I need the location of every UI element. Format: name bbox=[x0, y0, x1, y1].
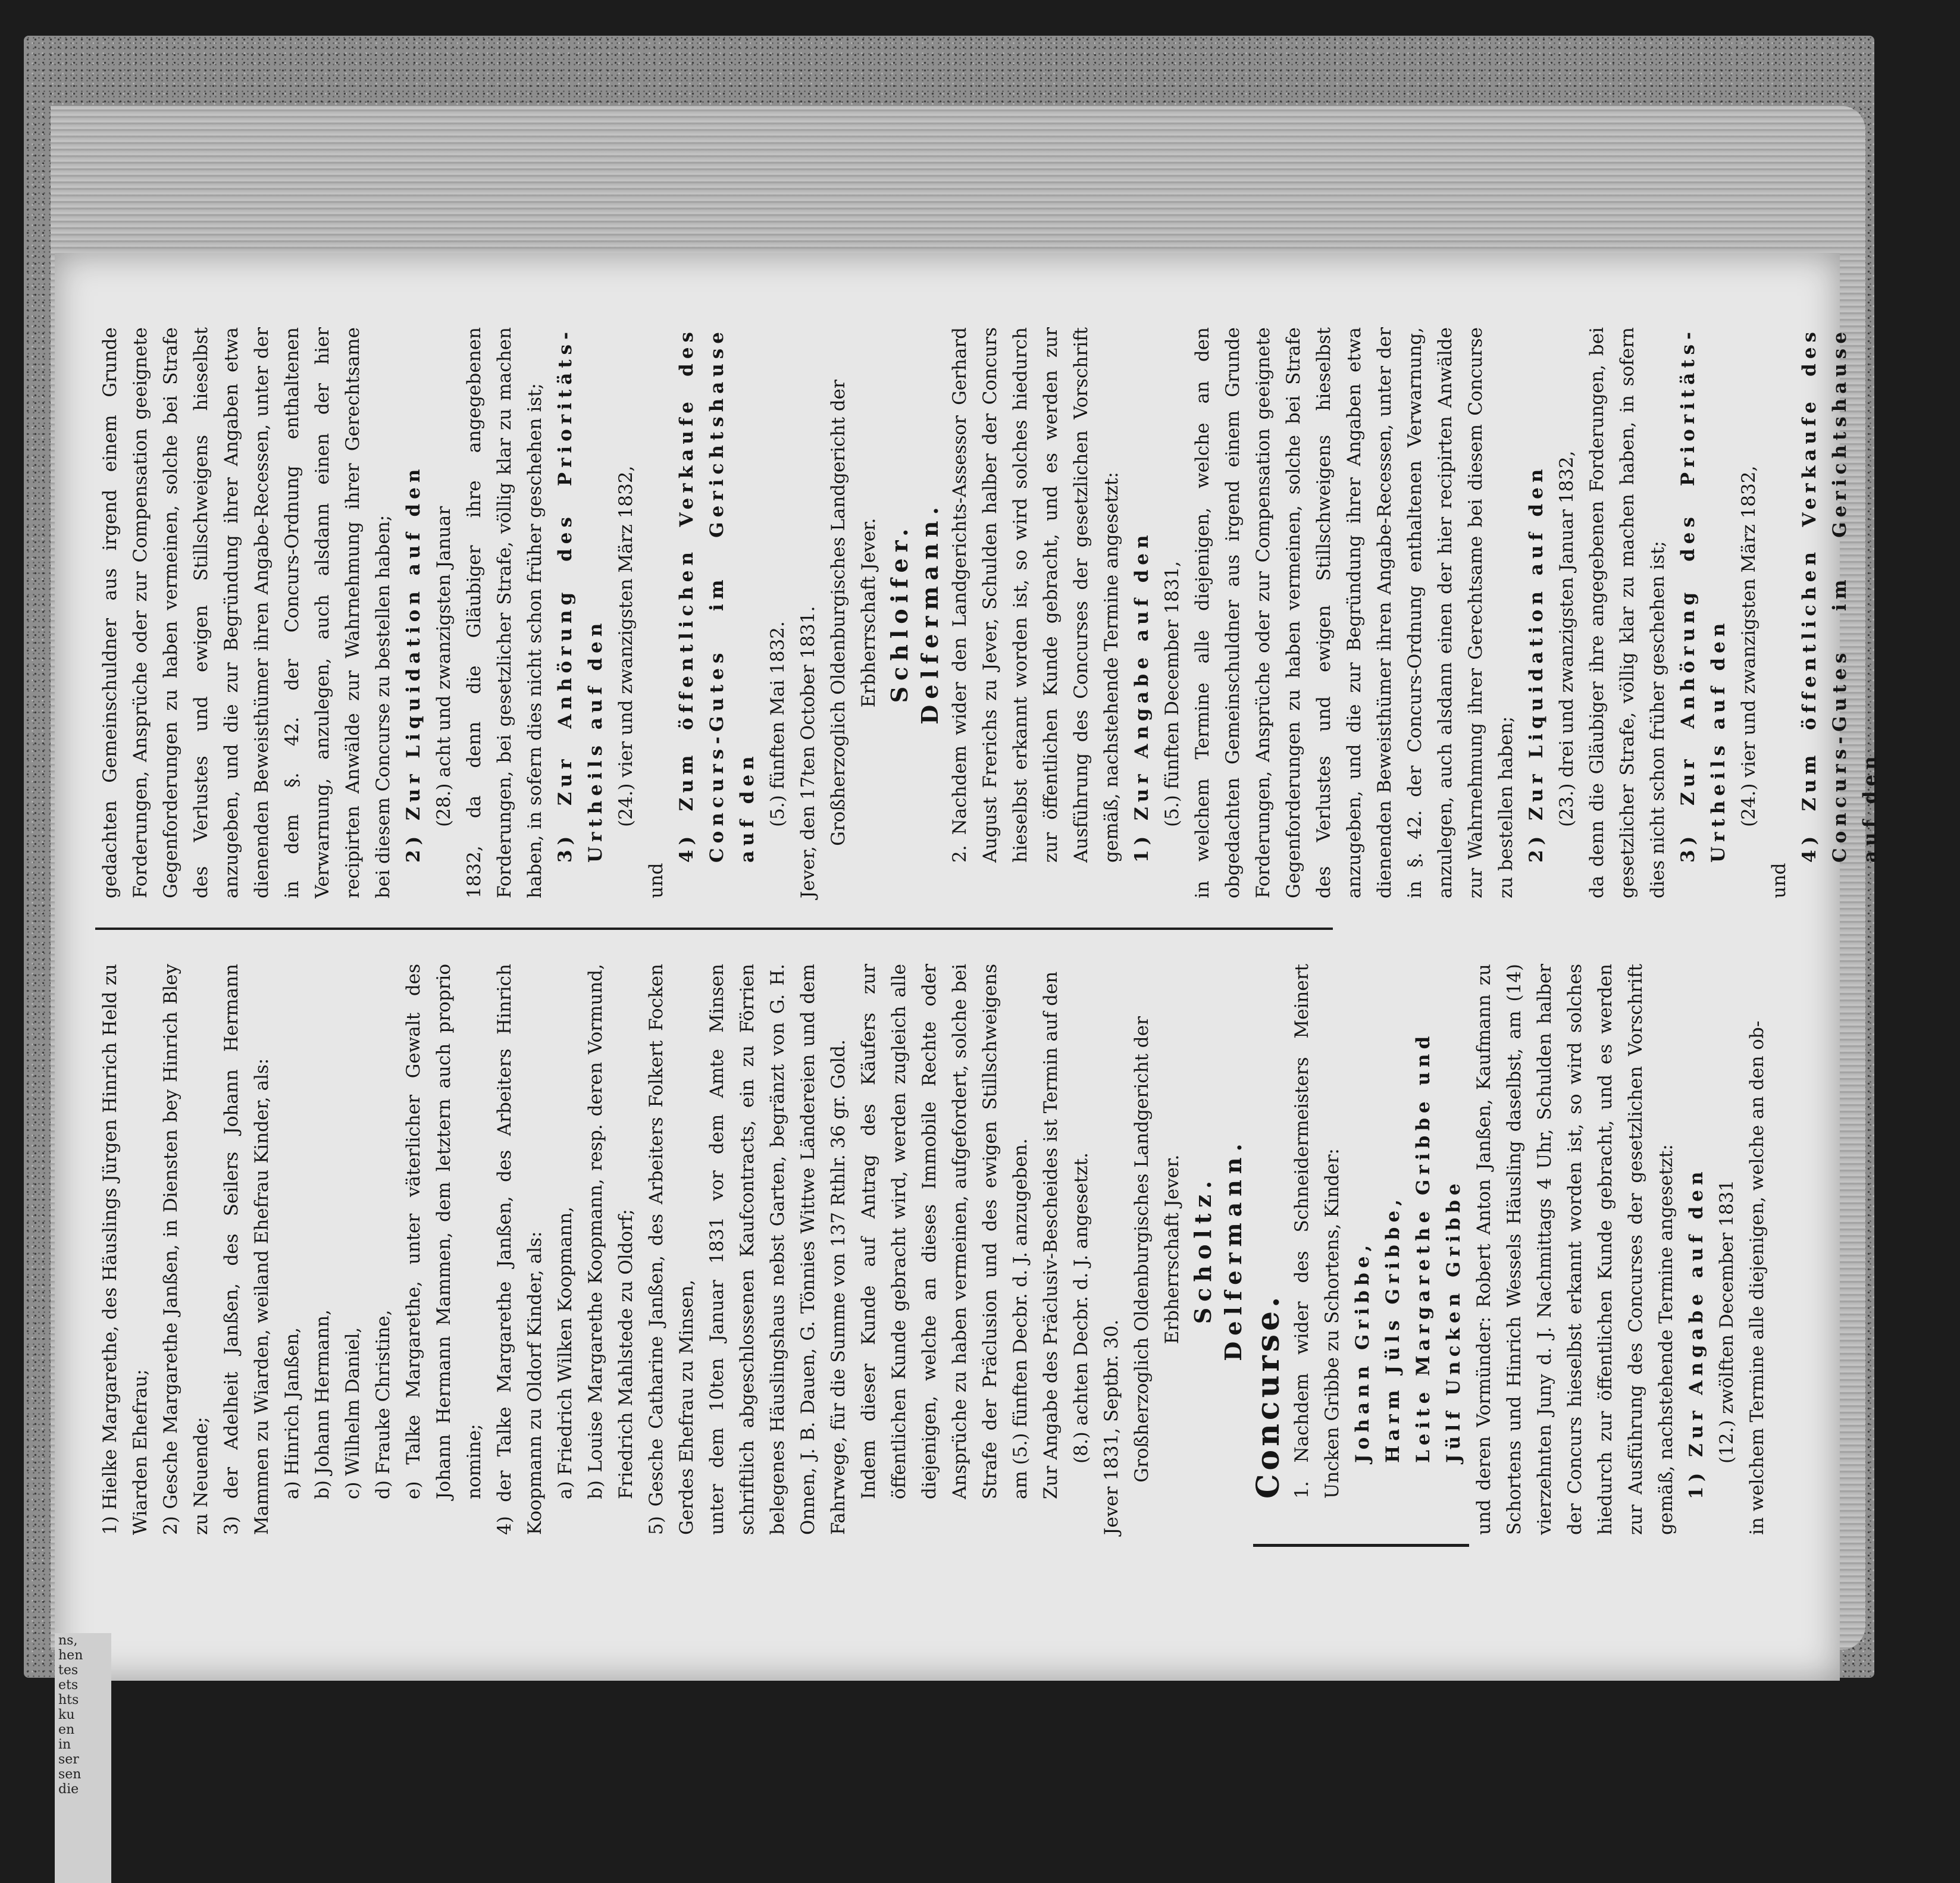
margin-fragment: in bbox=[58, 1737, 71, 1752]
conjunction: und bbox=[646, 863, 667, 898]
court-name: Großherzoglich Oldenburgisches Landgericht der Erbherrschaft Jever. bbox=[1131, 1016, 1183, 1483]
list-item: 5) Gesche Catharine Janßen, des Arbeiters Folkert Focken Gerdes Ehefrau zu Minsen, bbox=[646, 964, 697, 1535]
dateline: Jever 1831, Septbr. 30. bbox=[1101, 1319, 1122, 1535]
column-divider bbox=[95, 928, 1333, 930]
list-subitem: b) Johann Hermann, bbox=[312, 1309, 333, 1499]
dateline: Jever, den 17ten October 1831. bbox=[797, 606, 819, 898]
termin-date: (24.) vier und zwanzigsten März 1832, bbox=[615, 465, 637, 827]
name-item: Harm Jüls Gribbe, bbox=[1382, 1195, 1404, 1463]
list-item: 4) der Talke Margarethe Janßen, des Arbeiters Hinrich Koopmann zu Oldorf Kinder, als: bbox=[494, 964, 546, 1535]
list-item: 1) Hielke Margarethe, des Häuslings Jürgen Hinrich Held zu Wiarden Ehefrau; bbox=[99, 964, 151, 1535]
left-column bbox=[95, 964, 1768, 1535]
margin-fragment: die bbox=[58, 1782, 79, 1797]
termin: 3) Zur Anhörung des Prioritäts-Urtheils auf den bbox=[555, 327, 606, 863]
list-subitem: a) Friedrich Wilken Koopmann, bbox=[555, 1206, 576, 1499]
signature: Schloifer. bbox=[886, 522, 913, 703]
margin-fragment: ets bbox=[58, 1678, 79, 1693]
paragraph: (8.) achten Decbr. d. J. angesetzt. bbox=[1070, 1152, 1092, 1464]
margin-fragment: hen bbox=[58, 1648, 83, 1663]
paragraph: in welchem Termine alle diejenigen, welche an den obgedachten Gemeinschuldner aus irgend einem Grunde Forderungen, Ansprüche oder zur Compensation geeignete Gegenforderungen zu haben vermeinen, solche bei Strafe des Verlustes und ewigen Stillschweigens hieselbst anzugeben, und die zur Begründung ihrer Angaben etwa dienenden Beweisthümer ihren Angabe-Recessen, unter der in §. 42. der Concurs-Ordnung enthaltenen Verwarnung, anzulegen, auch alsdann einen der hier recipirten Anwälde zur Wahrnehmung ihrer Gerechtsame bei diesem Concurse zu bestellen haben; bbox=[1192, 327, 1517, 898]
margin-fragment: tes bbox=[58, 1663, 79, 1678]
section-heading: Concurse. bbox=[1250, 1293, 1286, 1499]
margin-fragment: hts bbox=[58, 1693, 79, 1707]
termin-date: (5.) fünften Mai 1832. bbox=[767, 621, 788, 827]
list-subitem: c) Wilhelm Daniel, bbox=[342, 1327, 364, 1499]
conjunction: und bbox=[1768, 863, 1790, 898]
paragraph: und deren Vormünder: Robert Anton Janßen, Kaufmann zu Schortens und Hinrich Wessels Häusling daselbst, am (14) vierzehnten Juny d. J. Nachmittags 4 Uhr, Schulden halber der Concurs hieselbst erkannt worden ist, so wird solches hiedurch zur öffentlichen Kunde gebracht, und es werden zur Ausführung des Concurses der gesetzlichen Vorschrift gemäß, nachstehende Termine angesetzt: bbox=[1473, 964, 1677, 1535]
paragraph: gedachten Gemeinschuldner aus irgend einem Grunde Forderungen, Ansprüche oder zur Compensation geeignete Gegenforderungen zu haben vermeinen, solche bei Strafe des Verlustes und ewigen Stillschweigens hieselbst anzugeben, und die zur Begründung ihrer Angaben etwa dienenden Beweisthümer ihren Angabe-Recessen, unter der in dem §. 42. der Concurs-Ordnung enthaltenen Verwarnung, anzulegen, auch alsdann einen der hier recipirten Anwälde zur Wahrnehmung ihrer Gerechtsame bei diesem Concurse zu bestellen haben; bbox=[99, 327, 394, 898]
termin: 2) Zur Liquidation auf den bbox=[1526, 464, 1547, 863]
signature: Delfermann. bbox=[916, 501, 943, 725]
court-name: Großherzoglich Oldenburgisches Landgericht der Erbherrschaft Jever. bbox=[828, 380, 879, 846]
paragraph: Indem dieser Kunde auf Antrag des Käufers zur öffentlichen Kunde gebracht wird, werden zugleich alle diejenigen, welche an dieses Immobile Rechte oder Ansprüche zu haben vermeinen, aufgefordert, solche bei Strafe der Präclusion und des ewigen Stillschweigens am (5.) fünften Decbr. d. J. anzugeben. bbox=[858, 964, 1031, 1499]
termin-date: (5.) fünften December 1831, bbox=[1161, 560, 1183, 827]
paragraph: in welchem Termine alle diejenigen, welche an den ob- bbox=[1746, 1020, 1768, 1535]
paragraph: 1832, da denn die Gläubiger ihre angegebenen Forderungen, bei gesetzlicher Strafe, völlig klar zu machen haben, in sofern dies nicht schon früher geschehen ist; bbox=[464, 327, 546, 898]
margin-fragment: ns, bbox=[58, 1633, 78, 1648]
termin-date: (12.) zwölften December 1831 bbox=[1716, 1180, 1737, 1464]
list-subitem: a) Hinrich Janßen, bbox=[281, 1327, 303, 1499]
termin: 3) Zur Anhörung des Prioritäts-Urtheils auf den bbox=[1677, 327, 1729, 863]
name-item: Leite Margarethe Gribbe und bbox=[1413, 1031, 1434, 1463]
paragraph: Zur Angabe des Präclusiv-Bescheides ist Termin auf den bbox=[1040, 971, 1062, 1499]
concurse-section bbox=[1250, 964, 1469, 1547]
margin-fragment: ku bbox=[58, 1707, 75, 1722]
margin-fragment: en bbox=[58, 1722, 75, 1737]
signature: Scholtz. bbox=[1189, 1174, 1216, 1324]
termin: 4) Zum öffentlichen Verkaufe des Concurs-Gutes im Gerichtshause auf den bbox=[1799, 327, 1881, 863]
list-subitem: e) Talke Margarethe, unter väterlicher Gewalt des Johann Hermann Mammen, dem letztern auch proprio nomine; bbox=[403, 964, 485, 1499]
paragraph: da denn die Gläubiger ihre angegebenen Forderungen, bei gesetzlicher Strafe, völlig klar zu machen haben, in sofern dies nicht schon früher geschehen ist; bbox=[1586, 327, 1668, 898]
margin-fragment: ser bbox=[58, 1752, 79, 1767]
list-subitem: b) Louise Margarethe Koopmann, resp. deren Vormund, Friedrich Mahlstede zu Oldorf; bbox=[585, 964, 637, 1499]
paragraph: unter dem 10ten Januar 1831 vor dem Amte Minsen schriftlich abgeschlossenen Kaufcontracts, ein zu Förrien belegenes Häuslingshaus nebst Garten, begränzt von G. H. Onnen, J. B. Dauen, G. Tönnies Wittwe Ländereien und dem Fahrwege, für die Summe von 137 Rthlr. 36 gr. Gold. bbox=[706, 964, 849, 1535]
paragraph: 1. Nachdem wider des Schneidermeisters Meinert Uncken Gribbe zu Schortens, Kinder: bbox=[1291, 964, 1343, 1499]
list-subitem: d) Frauke Christine, bbox=[372, 1309, 394, 1499]
termin-date: (28.) acht und zwanzigsten Januar bbox=[433, 506, 455, 827]
right-column bbox=[95, 327, 1881, 898]
termin: 4) Zum öffentlichen Verkaufe des Concurs-Gutes im Gerichtshause auf den bbox=[676, 327, 758, 863]
signature: Delfermann. bbox=[1220, 1138, 1247, 1361]
termin: 2) Zur Liquidation auf den bbox=[403, 464, 424, 863]
name-item: Johann Gribbe, bbox=[1352, 1240, 1373, 1463]
termin: 1) Zur Angabe auf den bbox=[1131, 530, 1153, 863]
previous-page-margin bbox=[55, 1633, 111, 1883]
termin: 1) Zur Angabe auf den bbox=[1686, 1167, 1707, 1499]
termin-date: (24.) vier und zwanzigsten März 1832, bbox=[1738, 465, 1759, 827]
name-item: Jülf Uncken Gribbe bbox=[1443, 1179, 1464, 1463]
margin-fragment: sen bbox=[58, 1767, 82, 1782]
list-item: 2) Gesche Margarethe Janßen, in Diensten bey Hinrich Bley zu Neuende; bbox=[160, 964, 212, 1535]
paragraph: 2. Nachdem wider den Landgerichts-Assessor Gerhard August Frerichs zu Jever, Schulden halber der Concurs hieselbst erkannt worden ist, so wird solches hiedurch zur öffentlichen Kunde gebracht, und es werden zur Ausführung des Concurses der gesetzlichen Vorschrift gemäß, nachstehende Termine angesetzt: bbox=[949, 327, 1122, 863]
termin-date: (23.) drei und zwanzigsten Januar 1832, bbox=[1556, 450, 1577, 827]
list-item: 3) der Adelheit Janßen, des Seilers Johann Hermann Mammen zu Wiarden, weiland Ehefrau Kinder, als: bbox=[221, 964, 273, 1535]
rotated-text-block bbox=[95, 297, 1881, 1535]
